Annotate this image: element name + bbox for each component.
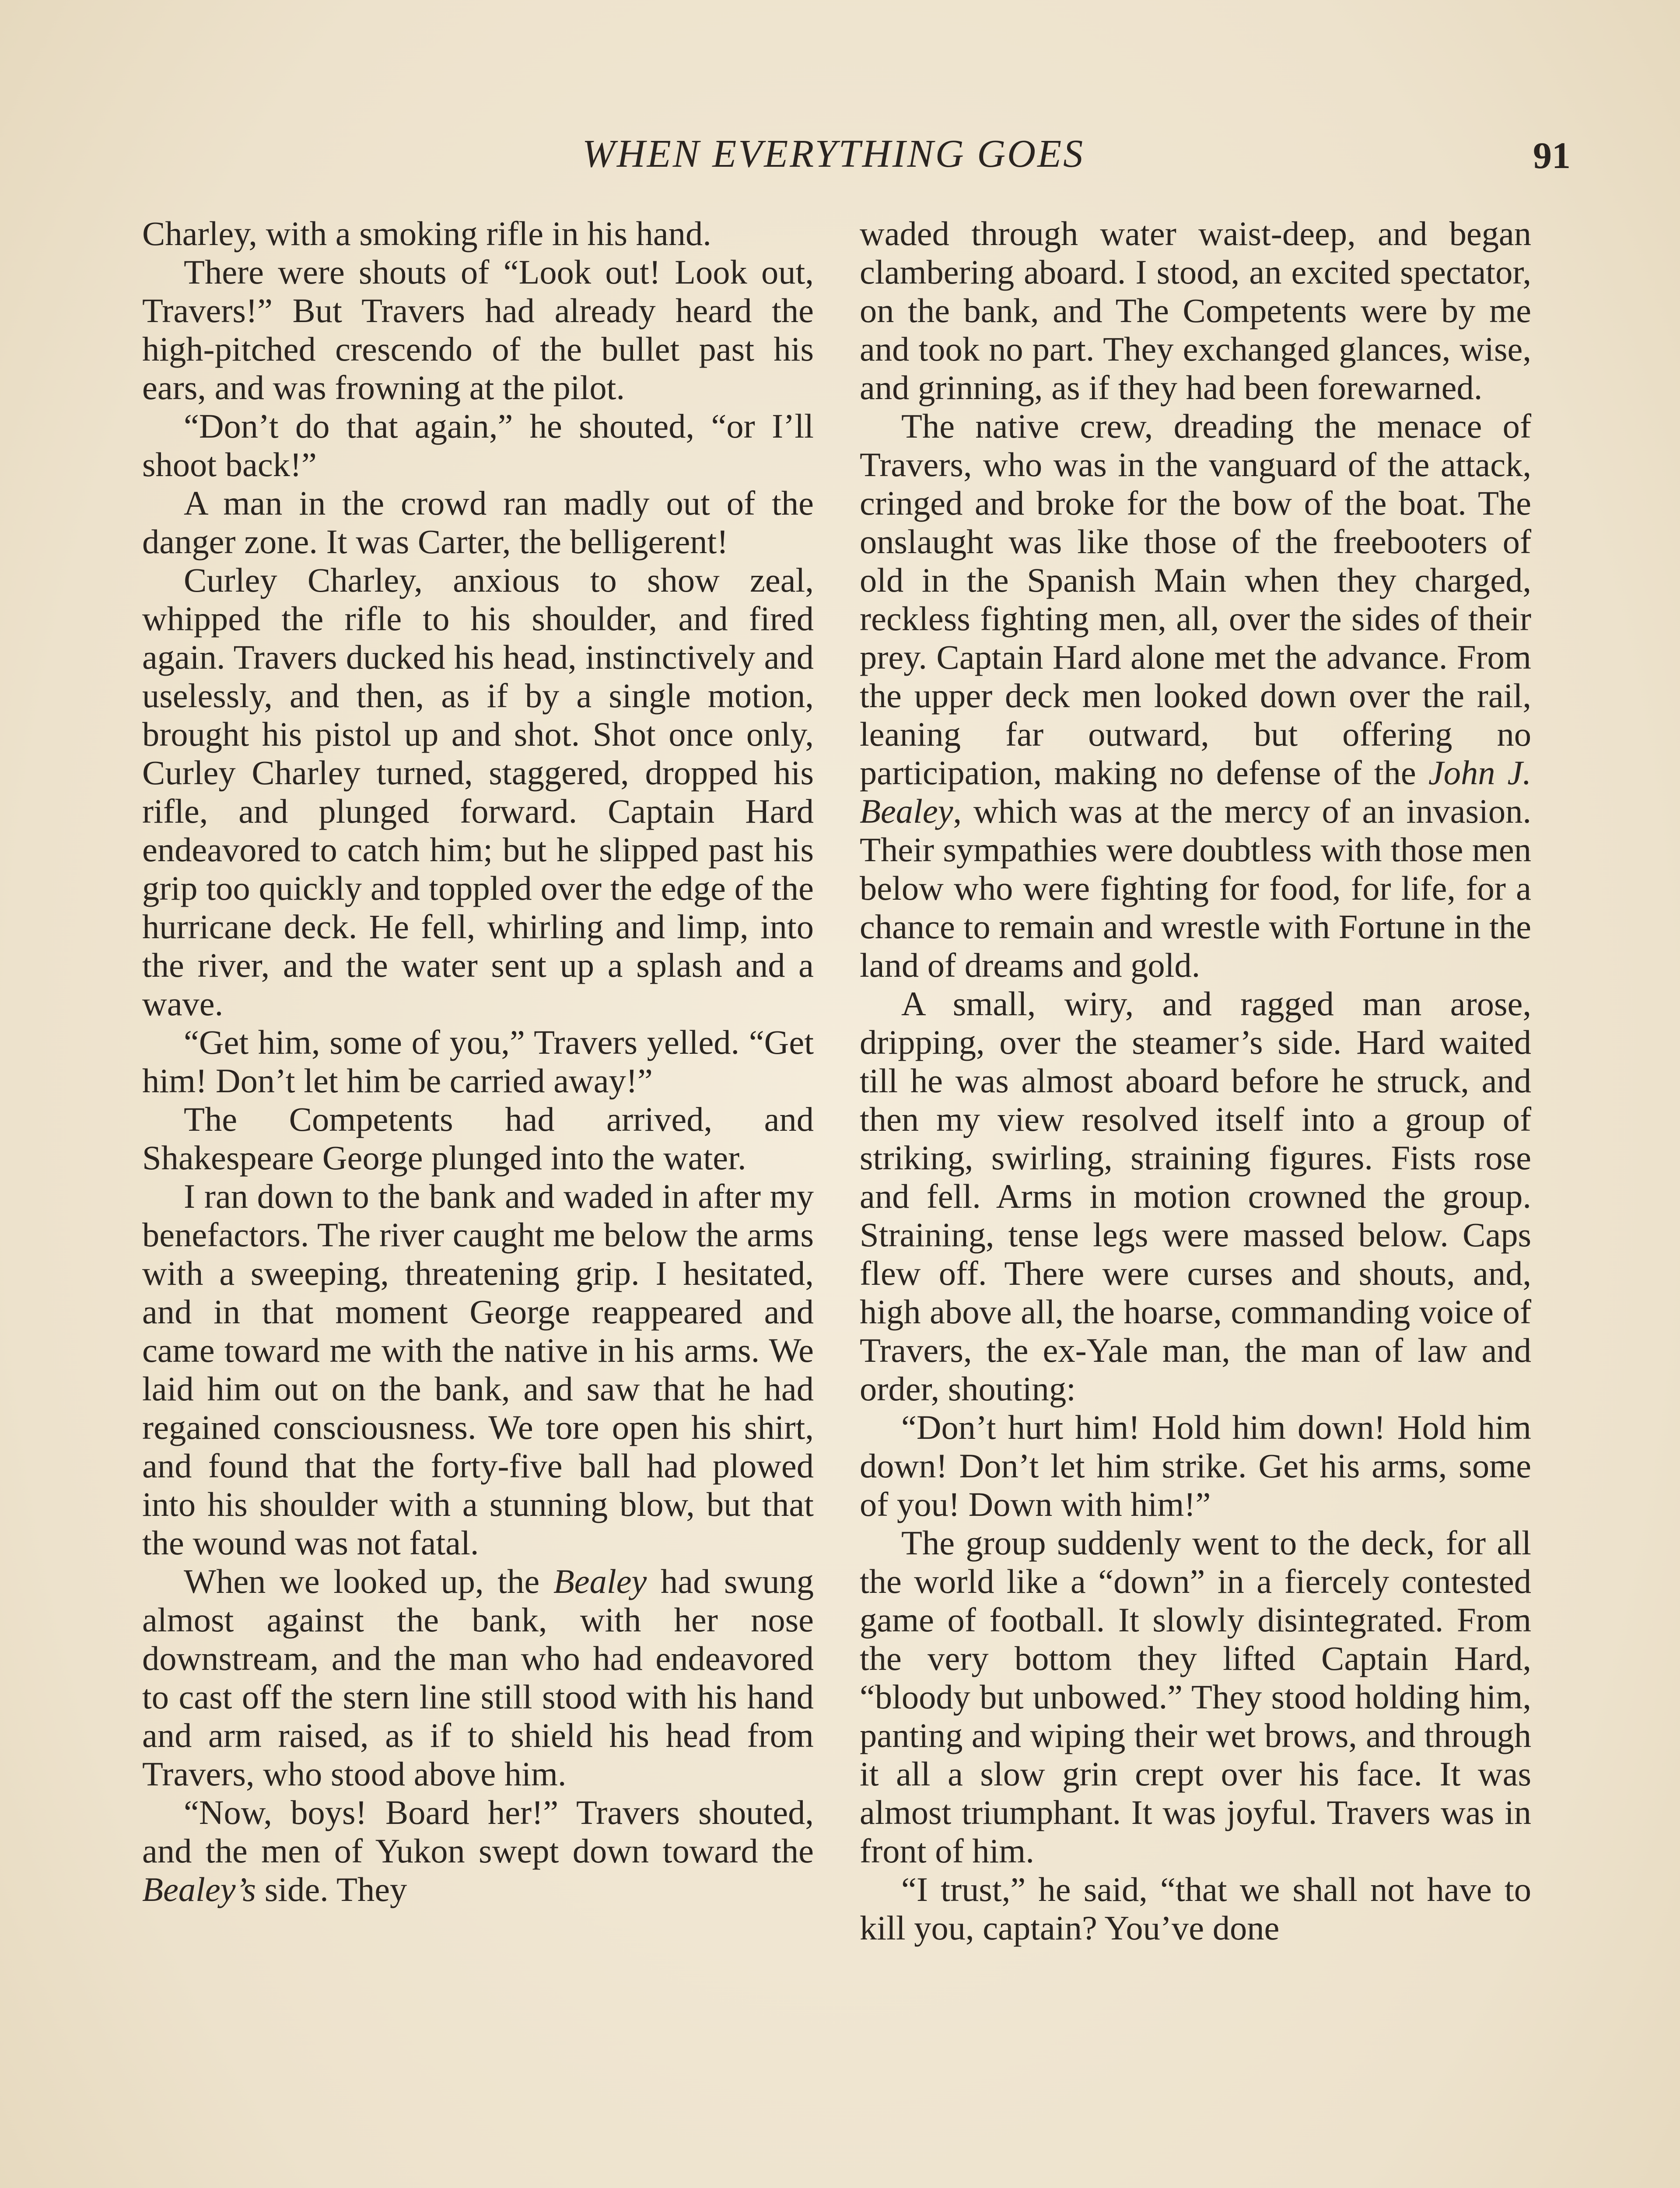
paragraph: “Get him, some of you,” Travers yelled. “Get him! Don’t let him be carried away!” [142,1023,814,1100]
paragraph: When we looked up, the Bealey had swung almost against the bank, with her nose downstream, and the man who had endeavored to cast off the stern line still stood with his hand and arm raised, as if to shield his head from Travers, who stood above him. [142,1562,814,1793]
running-head-title: WHEN EVERYTHING GOES [582,132,1085,175]
paragraph: “I trust,” he said, “that we shall not have to kill you, captain? You’ve done [860,1870,1531,1947]
paragraph: Curley Charley, anxious to show zeal, whipped the rifle to his shoulder, and fired again. Travers ducked his head, instinctively and uselessly, and then, as if by a single motion, brought his pistol up and shot. Shot once only, Curley Charley turned, staggered, dropped his rifle, and plunged forward. Captain Hard endeavored to catch him; but he slipped past his grip too quickly and toppled over the edge of the hurricane deck. He fell, whirling and limp, into the river, and the water sent up a splash and a wave. [142,561,814,1023]
paragraph: The Competents had arrived, and Shakespeare George plunged into the water. [142,1100,814,1177]
paragraph: “Now, boys! Board her!” Travers shouted, and the men of Yukon swept down toward the Bealey’s side. They [142,1793,814,1908]
paragraph: The native crew, dreading the menace of Travers, who was in the vanguard of the attack, cringed and broke for the bow of the boat. The onslaught was like those of the freebooters of old in the Spanish Main when they charged, reckless fighting men, all, over the sides of their prey. Captain Hard alone met the advance. From the upper deck men looked down over the rail, leaning far outward, but offering no participation, making no defense of the John J. Bealey, which was at the mercy of an invasion. Their sympathies were doubtless with those men below who were fighting for food, for life, for a chance to remain and wrestle with Fortune in the land of dreams and gold. [860,407,1532,984]
paragraph: The group suddenly went to the deck, for all the world like a “down” in a fiercely contested game of football. It slowly disintegrated. From the very bottom they lifted Captain Hard, “bloody but unbowed.” They stood holding him, panting and wiping their wet brows, and through it all a slow grin crept over his face. It was almost triumphant. It was joyful. Travers was in front of him. [860,1524,1531,1870]
paragraph: A small, wiry, and ragged man arose, dripping, over the steamer’s side. Hard waited till he was almost aboard before he struck, and then my view resolved itself into a group of striking, swirling, straining figures. Fists rose and fell. Arms in motion crowned the group. Straining, tense legs were massed below. Caps flew off. There were curses and shouts, and, high above all, the hoarse, commanding voice of Travers, the ex-Yale man, the man of law and order, shouting: [860,985,1531,1408]
paragraph: waded through water waist-deep, and began clambering aboard. I stood, an excited spectator, on the bank, and The Competents were by me and took no part. They exchanged glances, wise, and grinning, as if they had been forewarned. [860,214,1531,407]
paragraph: Charley, with a smoking rifle in his hand. [142,214,711,252]
paragraph: “Don’t do that again,” he shouted, “or I’ll shoot back!” [142,407,814,484]
paragraph: There were shouts of “Look out! Look out, Travers!” But Travers had already heard the high-pitched crescendo of the bullet past his ears, and was frowning at the pilot. [142,253,814,407]
left-column [142,214,814,1909]
right-column [860,214,1531,1947]
paragraph: A man in the crowd ran madly out of the danger zone. It was Carter, the belligerent! [142,484,814,561]
paragraph: I ran down to the bank and waded in after my benefactors. The river caught me below the arms with a sweeping, threatening grip. I hesitated, and in that moment George reappeared and came toward me with the native in his arms. We laid him out on the bank, and saw that he had regained consciousness. We tore open his shirt, and found that the forty-five ball had plowed into his shoulder with a stunning blow, but that the wound was not fatal. [142,1177,814,1562]
page-number: 91 [1533,134,1571,176]
paragraph: “Don’t hurt him! Hold him down! Hold him down! Don’t let him strike. Get his arms, some of you! Down with him!” [860,1408,1531,1523]
